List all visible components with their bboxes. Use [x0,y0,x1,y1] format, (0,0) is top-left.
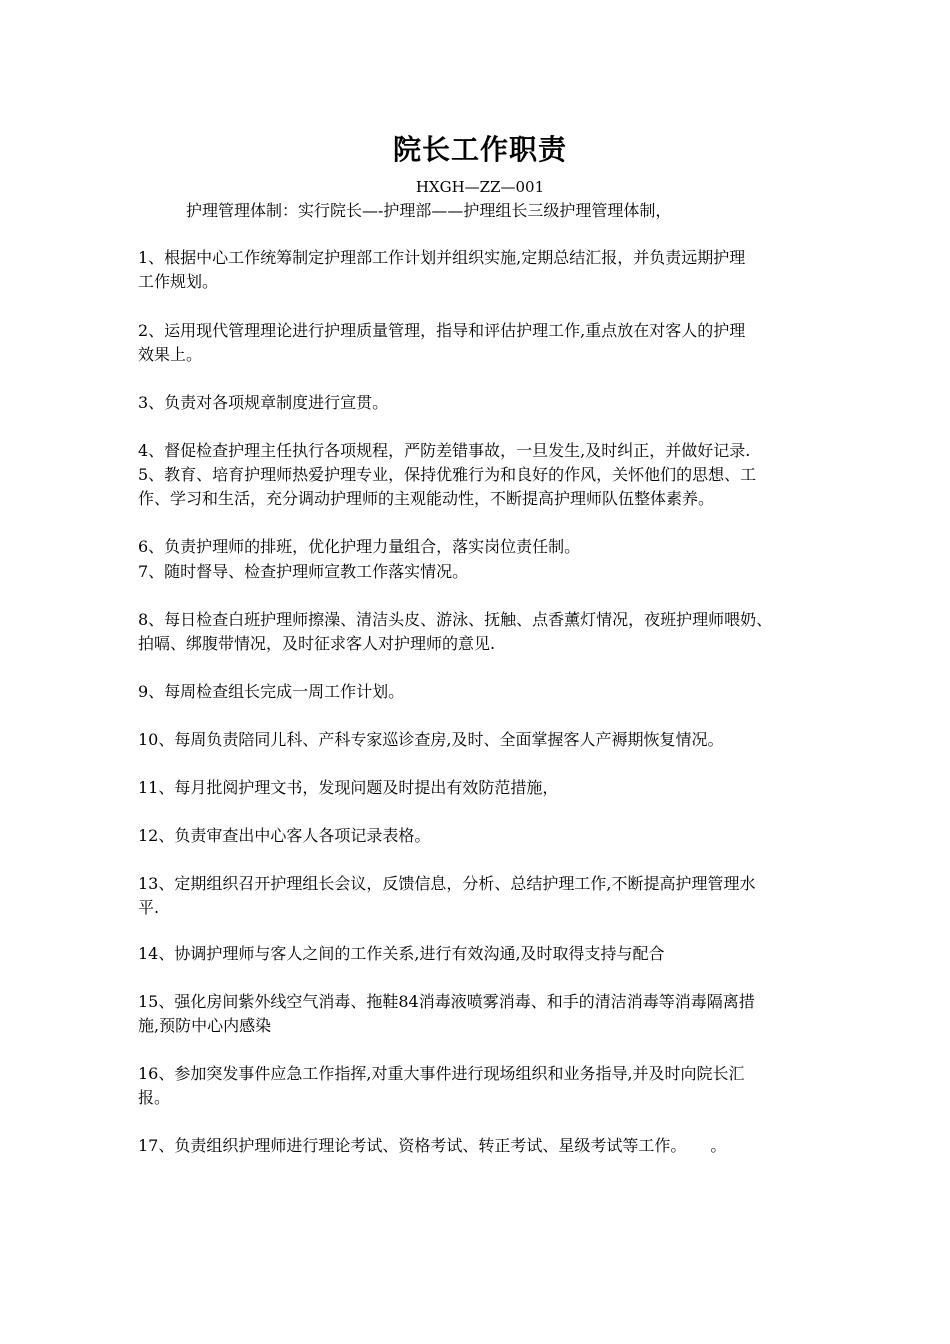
duty-line: 6、负责护理师的排班，优化护理力量组合，落实岗位责任制。 [138,537,581,556]
duty-line: 3、负责对各项规章制度进行宣贯。 [138,393,389,412]
duty-item-10 [138,728,883,752]
duty-line: 16、参加突发事件应急工作指挥,对重大事件进行现场组织和业务指导,并及时向院长汇 [138,1064,745,1083]
duty-line: 17、负责组织护理师进行理论考试、资格考试、转正考试、星级考试等工作。 。 [138,1136,727,1155]
duty-item-1 [138,246,883,294]
duty-item-11 [138,776,883,800]
duty-line: 工作规划。 [138,272,219,291]
duty-item-8 [138,608,883,656]
duty-line: 2、运用现代管理理论进行护理质量管理，指导和评估护理工作,重点放在对客人的护理 [138,321,746,340]
duty-line: 报。 [138,1088,171,1107]
duty-item-6 [138,535,883,559]
duty-line: 5、教育、培育护理师热爱护理专业，保持优雅行为和良好的作风，关怀他们的思想、工 [138,465,757,484]
duty-line: 作、学习和生活，充分调动护理师的主观能动性，不断提高护理师队伍整体素养。 [138,489,715,508]
duty-line: 14、协调护理师与客人之间的工作关系,进行有效沟通,及时取得支持与配合 [138,944,665,963]
duty-line: 7、随时督导、检查护理师宣教工作落实情况。 [138,562,469,581]
duty-item-17 [138,1134,883,1158]
duty-item-9 [138,680,883,704]
duty-line: 10、每周负责陪同儿科、产科专家巡诊查房,及时、全面掌握客人产褥期恢复情况。 [138,730,724,749]
duty-item-7 [138,560,883,584]
management-system-line: 护理管理体制：实行院长—-护理部——护理组长三级护理管理体制， [186,201,672,220]
duty-line: 11、每月批阅护理文书，发现问题及时提出有效防范措施， [138,778,559,797]
duty-item-16 [138,1062,883,1110]
duty-item-5 [138,463,883,511]
duty-item-13 [138,872,883,920]
duty-line: 13、定期组织召开护理组长会议，反馈信息，分析、总结护理工作,不断提高护理管理水 [138,874,756,893]
duty-line: 1、根据中心工作统筹制定护理部工作计划并组织实施,定期总结汇报，并负责远期护理 [138,248,746,267]
duty-item-3 [138,391,883,415]
duty-item-2 [138,319,883,367]
duty-item-4 [138,439,883,463]
duty-line: 效果上。 [138,345,203,364]
duty-line: 15、强化房间紫外线空气消毒、拖鞋84消毒液喷雾消毒、和手的清洁消毒等消毒隔离措 [138,992,755,1011]
duty-line: 12、负责审查出中心客人各项记录表格。 [138,826,431,845]
duty-item-15 [138,990,883,1038]
duty-line: 9、每周检查组长完成一周工作计划。 [138,682,405,701]
duty-line: 8、每日检查白班护理师擦澡、清洁头皮、游泳、抚触、点香薰灯情况，夜班护理师喂奶、 [138,610,773,629]
duty-item-12 [138,824,883,848]
duty-line: 拍嗝、绑腹带情况，及时征求客人对护理师的意见. [138,634,496,653]
duty-line: 施,预防中心内感染 [138,1016,272,1035]
duty-line: 平. [138,898,160,917]
duty-item-14 [138,942,883,966]
duty-line: 4、督促检查护理主任执行各项规程，严防差错事故，一旦发生,及时纠正，并做好记录. [138,441,751,460]
document-title: 院长工作职责 [392,133,567,166]
document-code: HXGH—ZZ—001 [415,178,545,196]
